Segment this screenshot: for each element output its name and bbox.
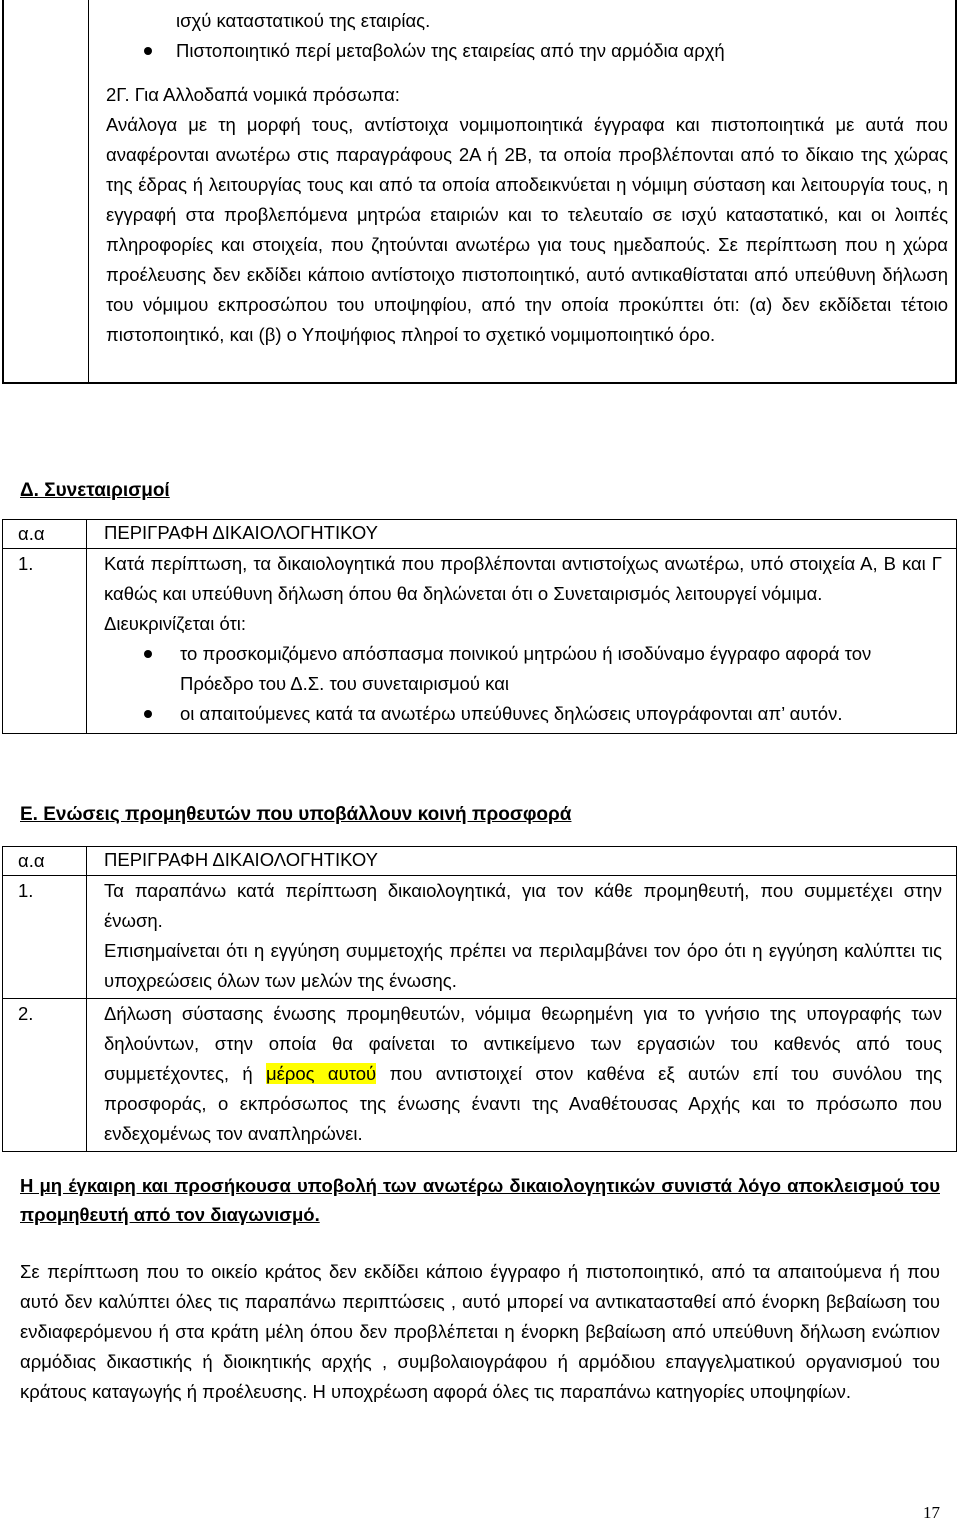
table-row	[3, 999, 957, 1152]
list-item	[104, 699, 942, 729]
foreign-entities-content	[106, 6, 948, 350]
foreign-paragraph-part1: Ανάλογα με τη μορφή τους, αντίστοιχα νομιμοποιητικά έγγραφα και πιστοποιητικά με αυτά που αναφέρονται ανωτέρω στις παραγράφους 2Α ή 2Β, τα οποία προβλέπονται από το δίκαιο της χώρας της έδρας ή λειτουργίας τους και από τα οποία αποδεικνύεται η νόμιμη σύσταση και λειτουργία τους, η εγγραφή στα προβλεπόμενα μητρώα εταιριών και το τελευταίο σε ισχύ καταστατικό, και οι λοιπές πληροφορίες και στοιχεία, που ζητούνται ανωτέρω για τους ημεδαπούς.	[106, 114, 948, 255]
bullet-icon	[144, 650, 152, 658]
table-header	[3, 847, 957, 876]
table-header	[3, 520, 957, 549]
list-item-text: οι απαιτούμενες κατά τα ανωτέρω υπεύθυνες δηλώσεις υπογράφονται απ’ αυτόν.	[180, 703, 843, 724]
row-desc	[87, 876, 957, 999]
row-text: Τα παραπάνω κατά περίπτωση δικαιολογητικά, για τον κάθε προμηθευτή, που συμμετέχει στην ένωση.	[104, 880, 942, 931]
bullet-icon	[144, 47, 152, 55]
bullet-icon	[144, 710, 152, 718]
header-num: α.α	[3, 520, 87, 549]
table-row	[3, 549, 957, 734]
table-row	[3, 876, 957, 999]
row-desc	[87, 999, 957, 1152]
row-text-before: Δήλωση σύστασης ένωσης προμηθευτών, νόμιμα θεωρημένη για το γνήσιο της υπογραφής των δηλούντων, στην οποία θα φαίνεται το αντικείμενο των εργασιών του καθενός από τους συμμετέχοντες, ή	[104, 1003, 942, 1084]
section-e-title: Ε. Ενώσεις προμηθευτών που υποβάλλουν κοινή προσφορά	[20, 804, 572, 825]
list-item-text: το προσκομιζόμενο απόσπασμα ποινικού μητρώου ή ισοδύναμο έγγραφο αφορά τον Πρόεδρο του Δ.Σ. του συνεταιρισμού και	[180, 643, 872, 694]
exclusion-warning: Η μη έγκαιρη και προσήκουσα υποβολή των ανωτέρω δικαιολογητικών συνιστά λόγο αποκλεισμού του προμηθευτή από τον διαγωνισμό.	[20, 1175, 940, 1225]
foreign-heading: 2Γ. Για Αλλοδαπά νομικά πρόσωπα:	[106, 84, 400, 105]
bullet-item	[106, 36, 948, 66]
foreign-entities-box	[2, 0, 957, 384]
header-desc: ΠΕΡΙΓΡΑΦΗ ΔΙΚΑΙΟΛΟΓΗΤΙΚΟΥ	[87, 520, 957, 549]
column-divider	[88, 0, 89, 382]
highlighted-text: μέρος αυτού	[265, 1063, 377, 1084]
list-item	[104, 639, 942, 699]
header-desc: ΠΕΡΙΓΡΑΦΗ ΔΙΚΑΙΟΛΟΓΗΤΙΚΟΥ	[87, 847, 957, 876]
row-text	[104, 999, 942, 1149]
clarify-label: Διευκρινίζεται ότι:	[104, 613, 247, 634]
row-num: 2.	[3, 999, 87, 1152]
bullet-certificate-text: Πιστοποιητικό περί μεταβολών της εταιρείας από την αρμόδια αρχή	[176, 40, 725, 61]
foreign-paragraph	[106, 110, 948, 350]
row-num: 1.	[3, 876, 87, 999]
row-desc	[87, 549, 957, 734]
header-num: α.α	[3, 847, 87, 876]
row-text-after: που αντιστοιχεί στον καθένα εξ αυτών επί του συνόλου της προσφοράς, ο εκπρόσωπος της ένωσης έναντι της Αναθέτουσας Αρχής και το πρόσωπο που ενδεχομένως τον αναπληρώνει.	[104, 1063, 942, 1144]
section-e-table	[2, 846, 957, 1152]
row-text: Κατά περίπτωση, τα δικαιολογητικά που προβλέπονται αντιστοίχως ανωτέρω, υπό στοιχεία Α, Β και Γ καθώς και υπεύθυνη δήλωση όπου θα δηλώνεται ότι ο Συνεταιρισμός λειτουργεί νόμιμα.	[104, 553, 942, 604]
section-d-table	[2, 519, 957, 734]
row-note: Επισημαίνεται ότι η εγγύηση συμμετοχής πρέπει να περιλαμβάνει τον όρο ότι η εγγύηση καλύπτει τις υποχρεώσεις όλων των μελών της ένωσης.	[104, 940, 942, 991]
foreign-paragraph-part2: Σε περίπτωση που η χώρα προέλευσης δεν εκδίδει κάποιο αντίστοιχο πιστοποιητικό, αυτό αντικαθίσταται από υπεύθυνη δήλωση του νόμιμου εκπροσώπου του υποψηφίου, από την οποία προκύπτει ότι: (α) δεν εκδίδεται τέτοιο πιστοποιητικό, και (β) ο Υποψήφιος πληροί το σχετικό νομιμοποιητικό όρο.	[106, 234, 949, 345]
section-d-title: Δ. Συνεταιρισμοί	[20, 480, 170, 501]
page-number: 17	[923, 1503, 940, 1522]
continued-line: ισχύ καταστατικού της εταιρίας.	[176, 10, 431, 31]
final-paragraph: Σε περίπτωση που το οικείο κράτος δεν εκδίδει κάποιο έγγραφο ή πιστοποιητικό, από τα απαιτούμενα ή που αυτό δεν καλύπτει όλες τις παραπάνω περιπτώσεις , αυτό μπορεί να αντικατασταθεί από ένορκη βεβαίωση του ενδιαφερόμενου ή στα κράτη μέλη όπου δεν προβλέπεται η ένορκη βεβαίωση από υπεύθυνη δήλωση ενώπιον αρμόδιας δικαστικής ή διοικητικής αρχής , συμβολαιογράφου ή αρμόδιου επαγγελματικού οργανισμού του κράτους καταγωγής ή προέλευσης. Η υποχρέωση αφορά όλες τις παραπάνω κατηγορίες υποψηφίων.	[20, 1261, 940, 1402]
row-num: 1.	[3, 549, 87, 734]
